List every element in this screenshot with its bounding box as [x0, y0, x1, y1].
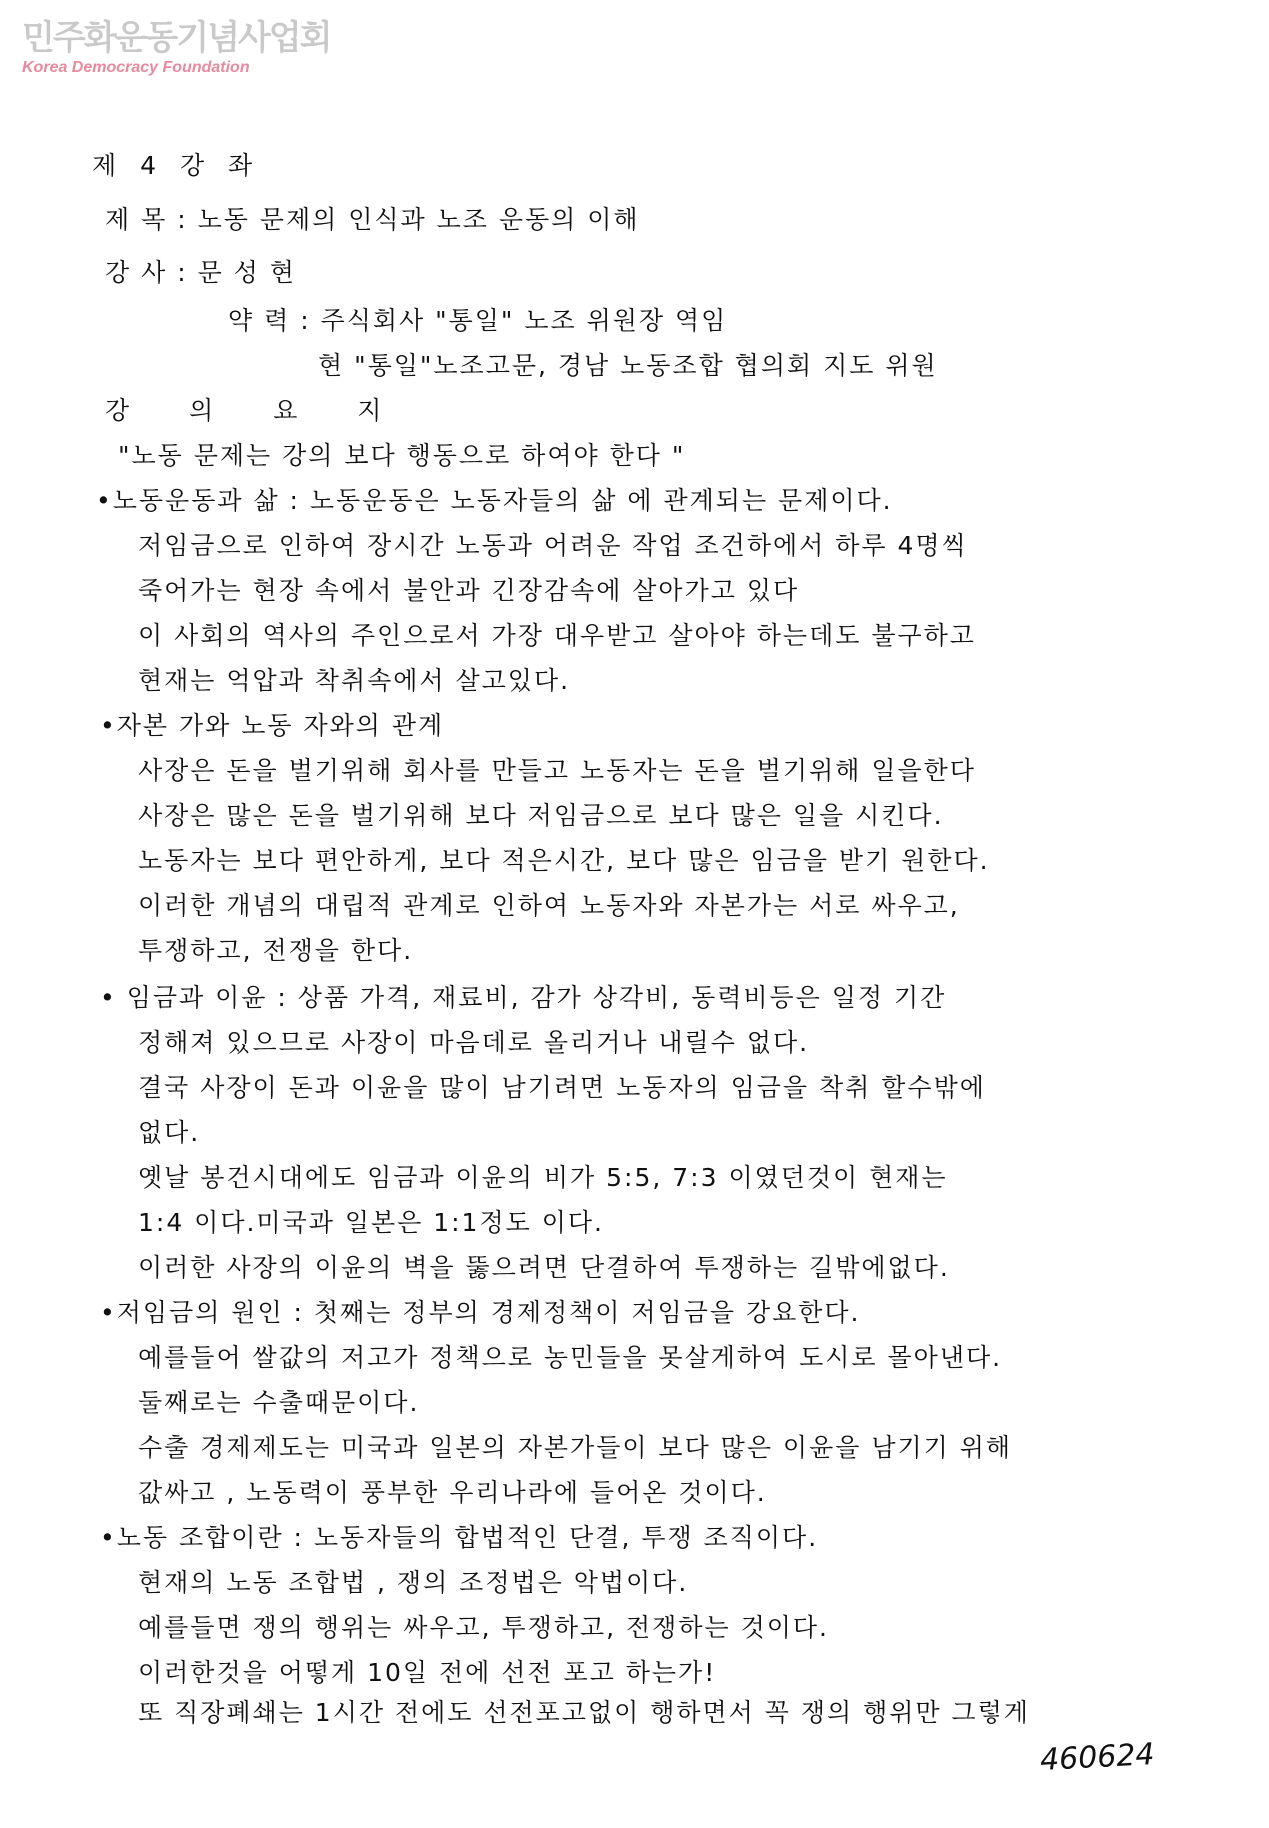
- body-line: 노동자는 보다 편안하게, 보다 적은시간, 보다 많은 임금을 받기 원한다.: [138, 846, 990, 875]
- lecture-subject: 제 목 : 노동 문제의 인식과 노조 운동의 이해: [105, 205, 640, 234]
- body-line: 또 직장폐쇄는 1시간 전에도 선전포고없이 행하면서 꼭 쟁의 행위만 그렇게: [138, 1698, 1030, 1727]
- body-line: 이러한 사장의 이윤의 벽을 뚫으려면 단결하여 투쟁하는 길밖에없다.: [138, 1253, 950, 1282]
- body-line: 이러한것을 어떻게 10일 전에 선전 포고 하는가!: [138, 1658, 717, 1687]
- watermark-korean-text: 민주화운동기념사업회: [22, 18, 331, 58]
- body-line: 둘째로는 수출때문이다.: [138, 1388, 420, 1417]
- section-capital-labor: •자본 가와 노동 자와의 관계: [100, 711, 445, 740]
- body-line: 정해져 있으므로 사장이 마음데로 올리거나 내릴수 없다.: [138, 1028, 810, 1057]
- body-line: 저임금으로 인하여 장시간 노동과 어려운 작업 조건하에서 하루 4명씩: [138, 531, 968, 560]
- body-line: 이 사회의 역사의 주인으로서 가장 대우받고 살아야 하는데도 불구하고: [138, 621, 976, 650]
- body-line: 사장은 돈을 벌기위해 회사를 만들고 노동자는 돈을 벌기위해 일을한다: [138, 756, 976, 785]
- body-line: 죽어가는 현장 속에서 불안과 긴장감속에 살아가고 있다: [138, 576, 800, 605]
- lecturer-career-2: 현 "통일"노조고문, 경남 노동조합 협의회 지도 위원: [318, 351, 938, 380]
- body-line: 투쟁하고, 전쟁을 한다.: [138, 936, 414, 965]
- section-labor-union: •노동 조합이란 : 노동자들의 합법적인 단결, 투쟁 조직이다.: [100, 1523, 819, 1552]
- section-labor-life: •노동운동과 삶 : 노동운동은 노동자들의 삶 에 관계되는 문제이다.: [96, 486, 893, 515]
- section-low-wage-cause: •저임금의 원인 : 첫째는 정부의 경제정책이 저임금을 강요한다.: [100, 1298, 861, 1327]
- body-line: 결국 사장이 돈과 이윤을 많이 남기려면 노동자의 임금을 착취 할수밖에: [138, 1073, 986, 1102]
- body-line: 값싸고 , 노동력이 풍부한 우리나라에 들어온 것이다.: [138, 1478, 767, 1507]
- lecture-motto: "노동 문제는 강의 보다 행동으로 하여야 한다 ": [118, 441, 686, 470]
- watermark-english-text: Korea Democracy Foundation: [22, 59, 250, 76]
- lecturer-name: 강 사 : 문 성 현: [105, 258, 296, 287]
- body-line: 없다.: [138, 1118, 201, 1147]
- lecture-summary-heading: 강 의 요 지: [105, 396, 408, 425]
- archive-number-stamp: 460624: [1039, 1737, 1156, 1778]
- body-line: 현재의 노동 조합법 , 쟁의 조정법은 악법이다.: [138, 1568, 689, 1597]
- body-line: 옛날 봉건시대에도 임금과 이윤의 비가 5:5, 7:3 이였던것이 현재는: [138, 1163, 948, 1192]
- body-line: 이러한 개념의 대립적 관계로 인하여 노동자와 자본가는 서로 싸우고,: [138, 891, 960, 920]
- body-line: 사장은 많은 돈을 벌기위해 보다 저임금으로 보다 많은 일을 시킨다.: [138, 801, 944, 830]
- body-line: 예를들어 쌀값의 저고가 정책으로 농민들을 못살게하여 도시로 몰아낸다.: [138, 1343, 1003, 1372]
- lecturer-career-1: 약 력 : 주식회사 "통일" 노조 위원장 역임: [228, 306, 728, 335]
- body-line: 1:4 이다.미국과 일본은 1:1정도 이다.: [138, 1208, 604, 1237]
- lecture-number: 제 4 강 좌: [92, 151, 261, 180]
- body-line: 예를들면 쟁의 행위는 싸우고, 투쟁하고, 전쟁하는 것이다.: [138, 1613, 829, 1642]
- section-wage-profit: • 임금과 이윤 : 상품 가격, 재료비, 감가 상각비, 동력비등은 일정 기간: [100, 983, 947, 1012]
- body-line: 수출 경제제도는 미국과 일본의 자본가들이 보다 많은 이윤을 남기기 위해: [138, 1433, 1013, 1462]
- body-line: 현재는 억압과 착취속에서 살고있다.: [138, 666, 571, 695]
